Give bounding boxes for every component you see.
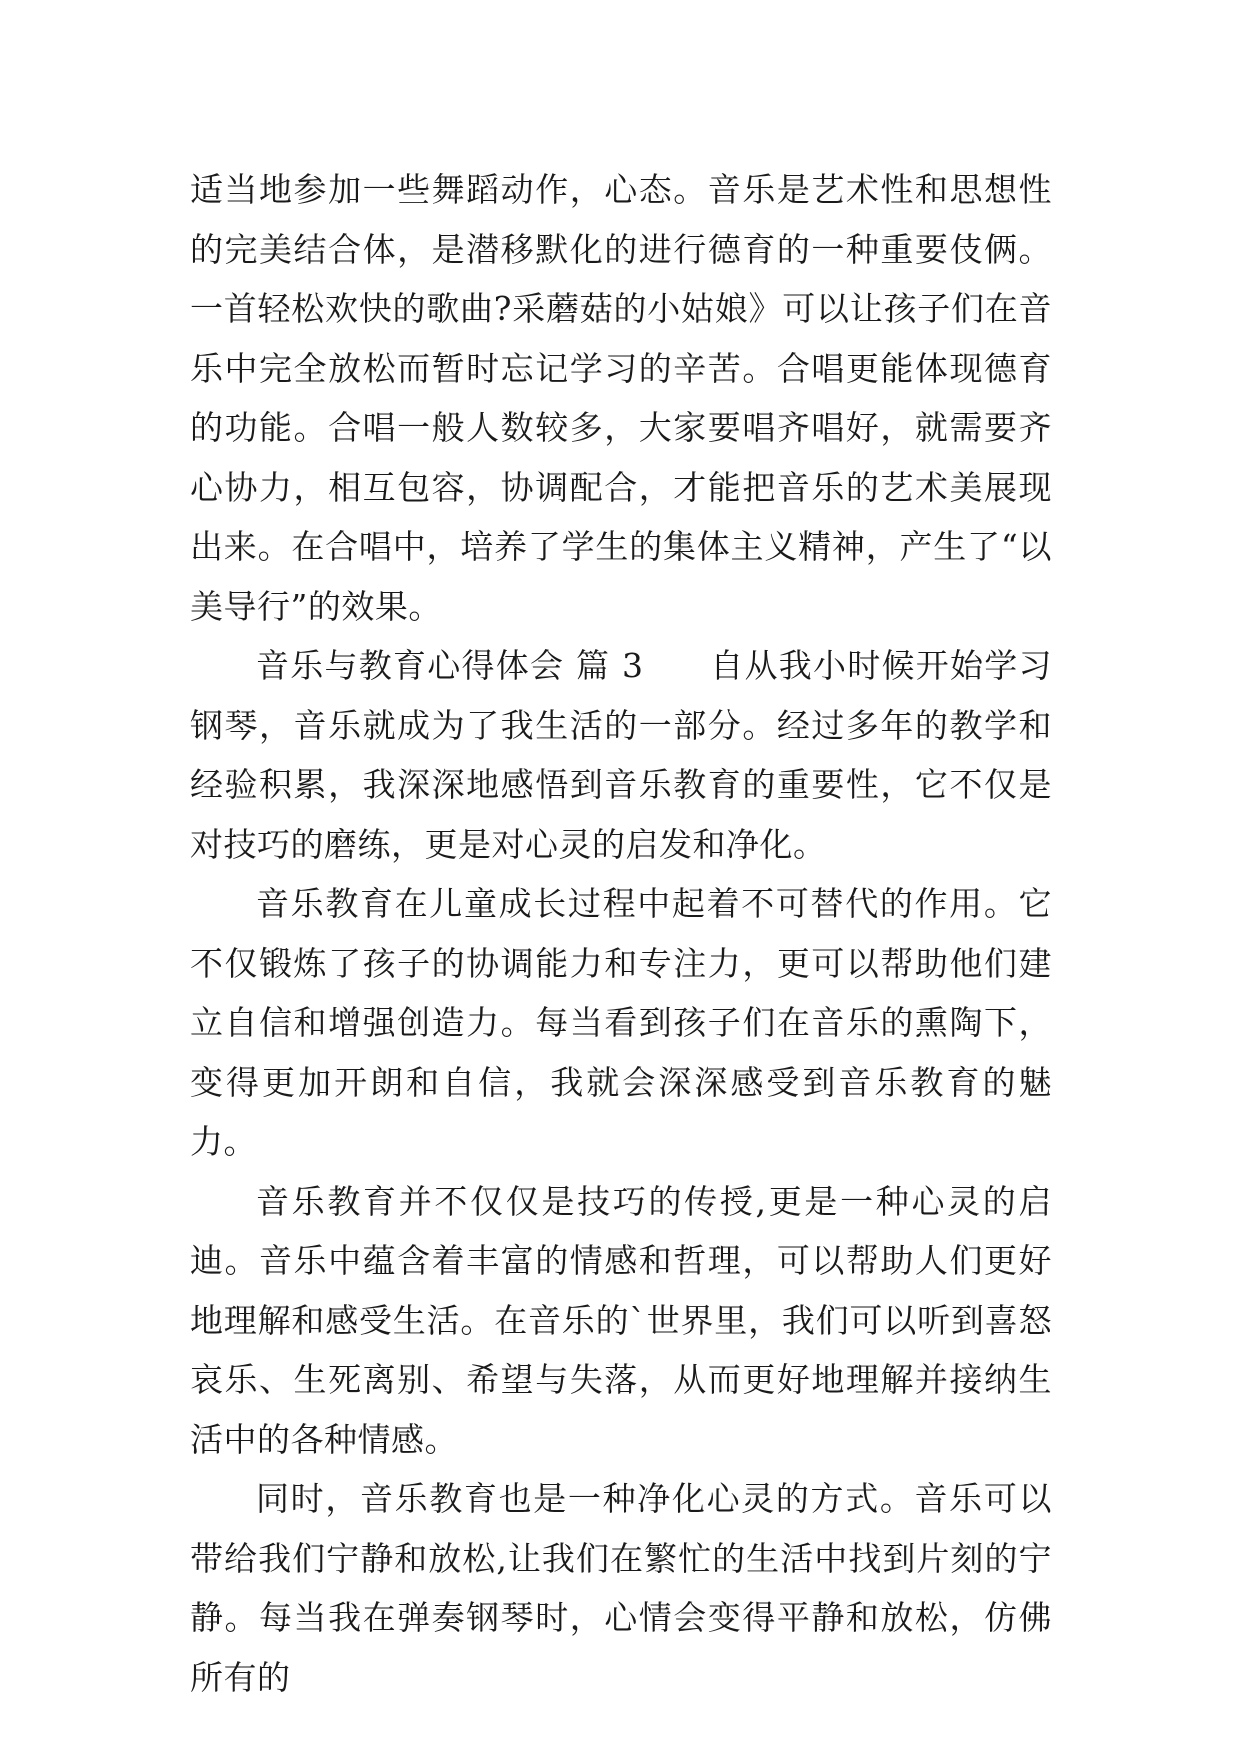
paragraph-4: 音乐教育并不仅仅是技巧的传授,更是一种心灵的启迪。音乐中蕴含着丰富的情感和哲理，可以帮助人们更好地理解和感受生活。在音乐的`世界里，我们可以听到喜怒哀乐、生死离别、希望与失落，从而更好地理解并接纳生活中的各种情感。 (190, 1181, 1052, 1459)
paragraph-5: 同时，音乐教育也是一种净化心灵的方式。音乐可以带给我们宁静和放松,让我们在繁忙的生活中找到片刻的宁静。每当我在弹奏钢琴时，心情会变得平静和放松，仿佛所有的 (190, 1479, 1052, 1697)
paragraph-1: 适当地参加一些舞蹈动作，心态。音乐是艺术性和思想性的完美结合体，是潜移默化的进行德育的一种重要伎俩。一首轻松欢快的歌曲?采蘑菇的小姑娘》可以让孩子们在音乐中完全放松而暂时忘记学习的辛苦。合唱更能体现德育的功能。合唱一般人数较多，大家要唱齐唱好，就需要齐心协力，相互包容，协调配合，才能把音乐的艺术美展现出来。在合唱中，培养了学生的集体主义精神，产生了“以美导行”的效果。 (190, 170, 1052, 626)
paragraph-2 (190, 636, 1052, 874)
paragraph-3: 音乐教育在儿童成长过程中起着不可替代的作用。它不仅锻炼了孩子的协调能力和专注力，更可以帮助他们建立自信和增强创造力。每当看到孩子们在音乐的熏陶下，变得更加开朗和自信，我就会深深感受到音乐教育的魅力。 (190, 884, 1052, 1161)
section-heading: 音乐与教育心得体会 篇 3 (256, 646, 644, 685)
paragraph-2-text: 自从我小时候开始学习钢琴，音乐就成为了我生活的一部分。经过多年的教学和经验积累，我深深地感悟到音乐教育的重要性，它不仅是对技巧的磨练，更是对心灵的启发和净化。 (190, 646, 1052, 864)
body-text (190, 160, 1052, 1707)
